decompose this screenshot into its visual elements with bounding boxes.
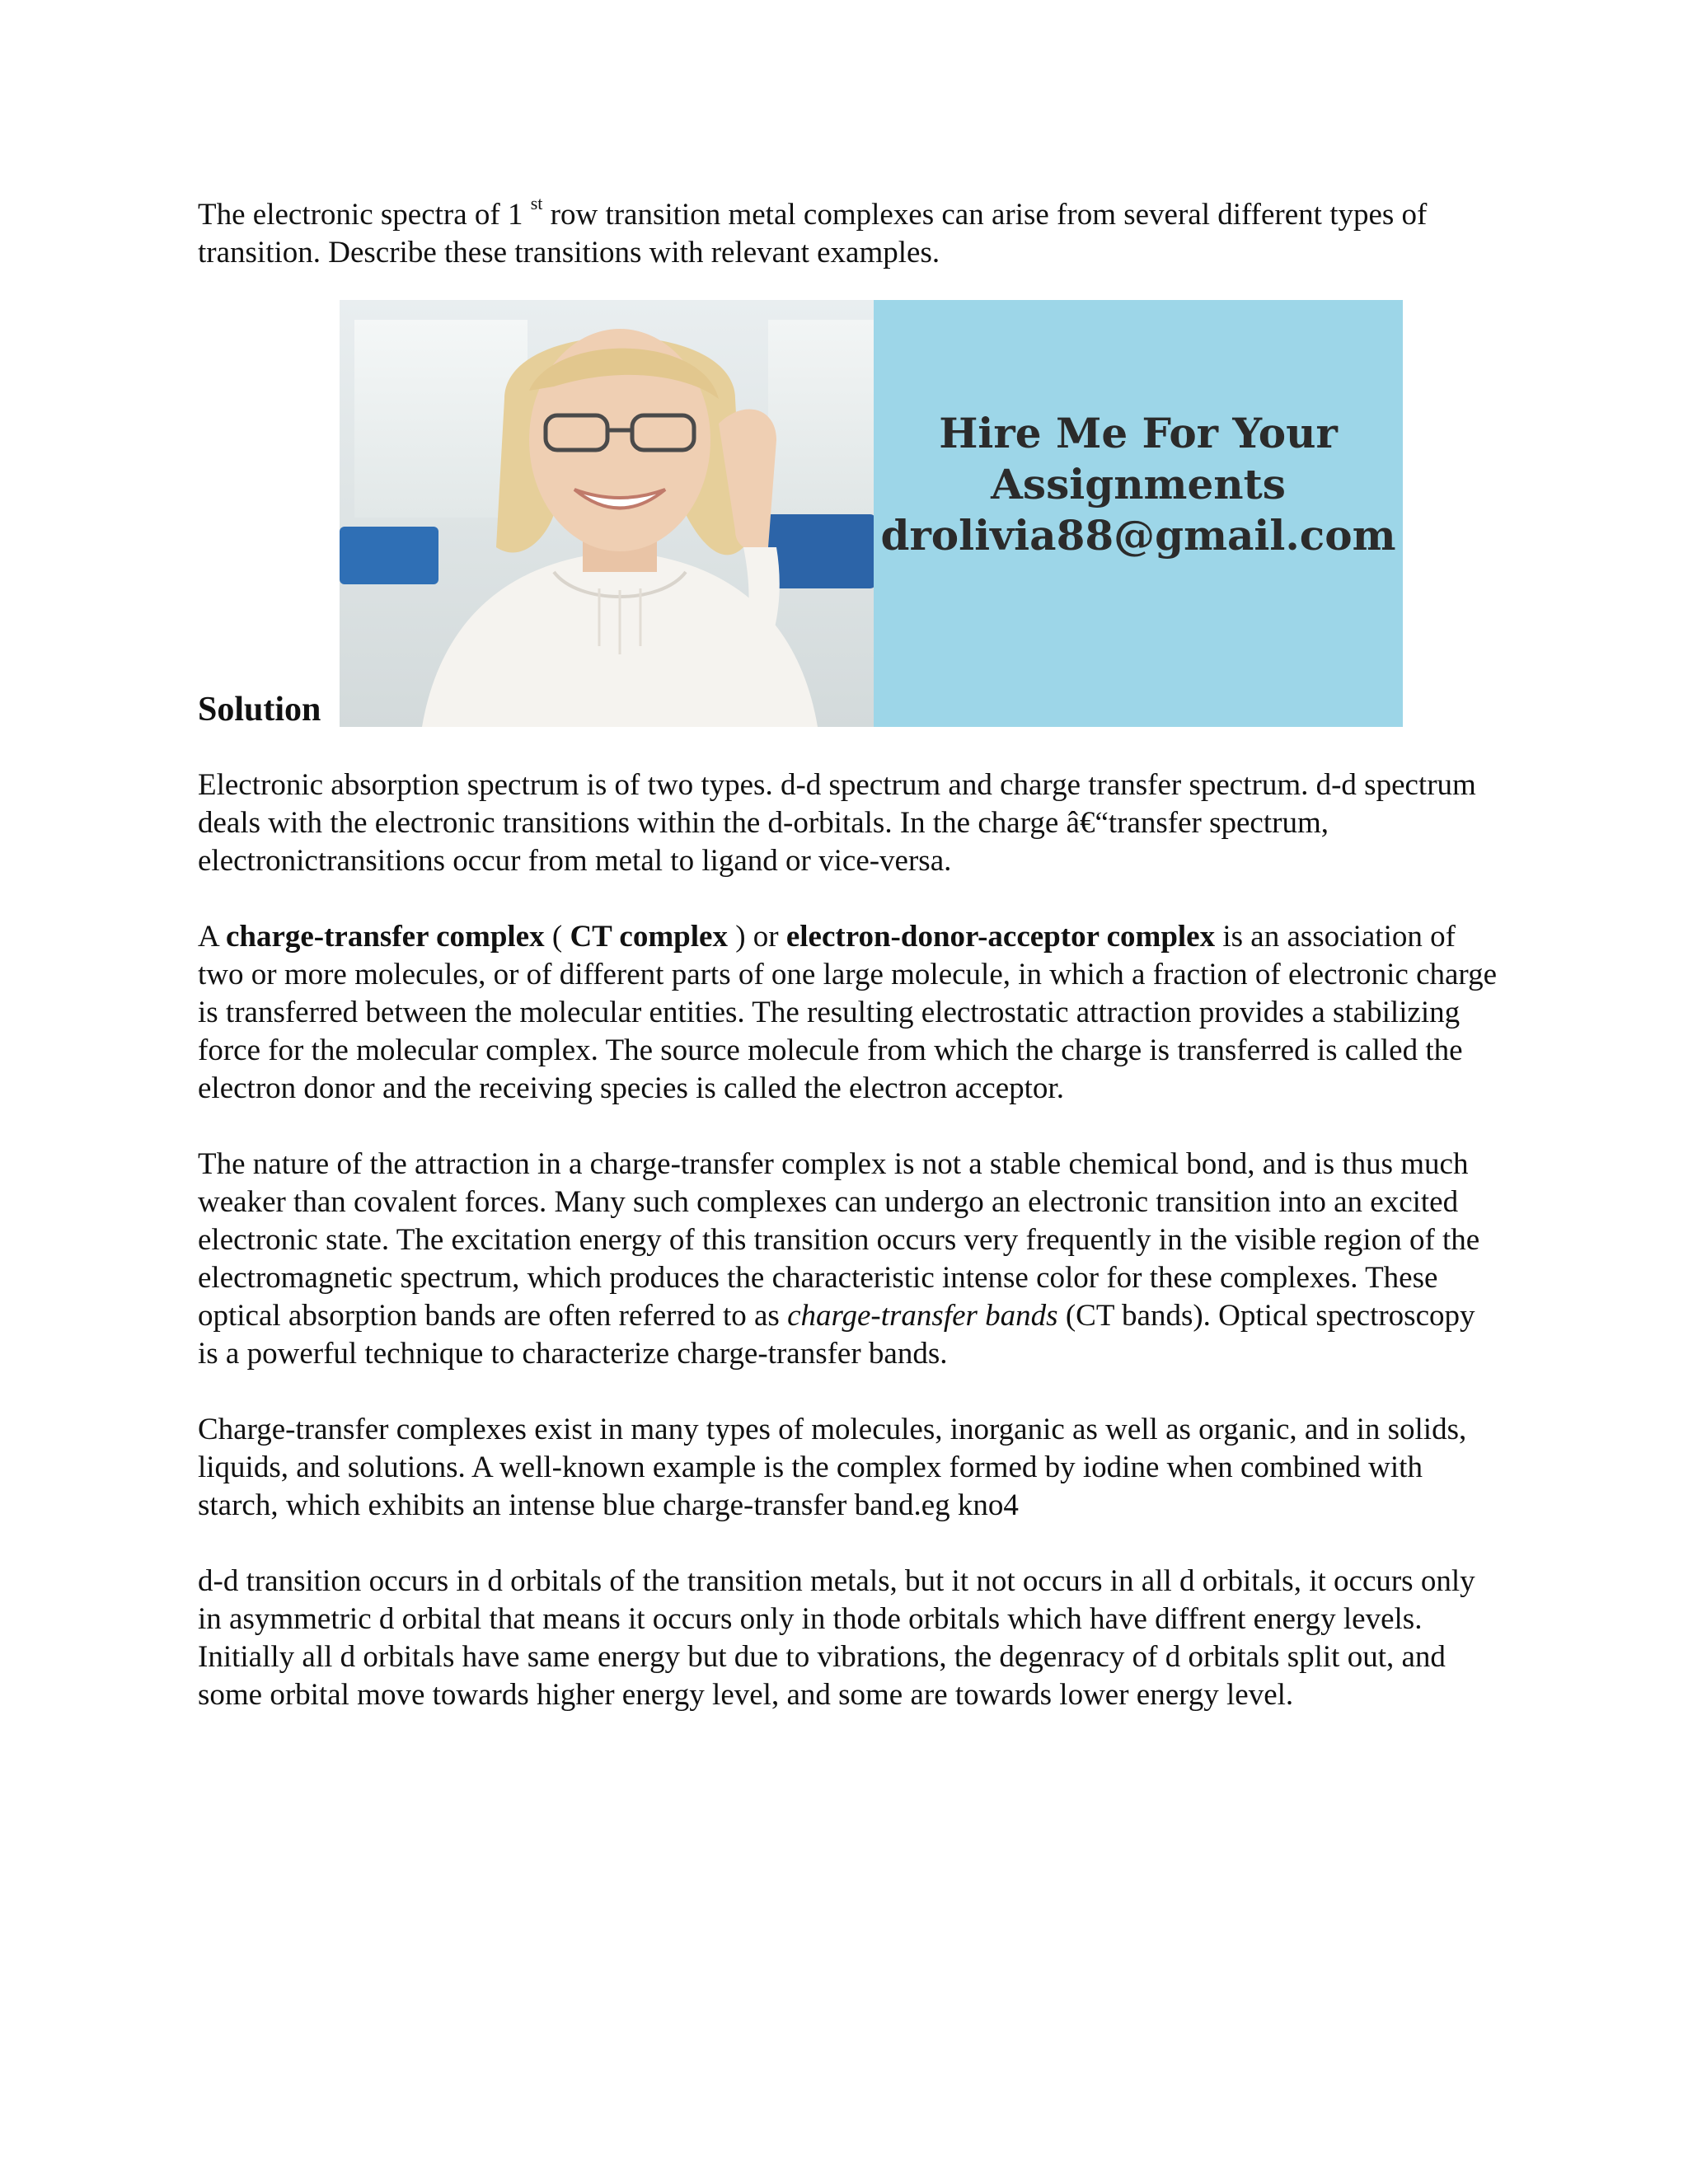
paragraph-3-text: (CT bands). Optical spectroscopy is a powerful technique to characterize charge-transfer bands. (198, 1299, 1475, 1371)
term-ct-complex: CT complex (570, 920, 728, 954)
paragraph-1: Electronic absorption spectrum is of two types. d-d spectrum and charge transfer spectrum. d-d spectrum deals with the electronic transitions within the d-orbitals. In the charge â€“transfer spectrum, electronictransitions occur from metal to ligand or vice-versa. (198, 768, 1476, 878)
question-part2: row transition metal complexes can arise from several different types of transition. Describe these transitions with relevant examples. (198, 198, 1428, 269)
question-part1: The electronic spectra of 1 (198, 198, 523, 232)
banner-ad-text (880, 408, 1395, 561)
paragraph-2-text: ) or (727, 920, 786, 954)
solution-heading: Solution (198, 691, 321, 729)
banner-ad-panel (874, 300, 1403, 727)
question-text (198, 193, 1500, 272)
term-electron-donor-acceptor-complex: electron-donor-acceptor complex (785, 920, 1216, 954)
paragraph-3-text: The nature of the attraction in a charge-transfer complex is not a stable chemical bond, and is thus much weaker than covalent forces. Many such complexes can undergo an electronic transition into an excited electronic state. The excitation energy of this transition occurs very frequently in the visible region of the electromagnetic spectrum, which produces the characteristic intense color for these complexes. These optical absorption bands are often referred to as (198, 1147, 1480, 1333)
banner-line-1: Hire Me For Your (939, 409, 1338, 457)
document-page (198, 193, 1500, 1714)
paragraph-3 (198, 1146, 1500, 1373)
banner-photo (340, 300, 874, 727)
paragraph-2-text: ( (544, 920, 570, 954)
paragraph-4: Charge-transfer complexes exist in many types of molecules, inorganic as well as organic, and in solids, liquids, and solutions. A well-known example is the complex formed by iodine when combined with starch, which exhibits an intense blue charge-transfer band.eg kno4 (198, 1413, 1467, 1522)
term-charge-transfer-complex: charge-transfer complex (225, 920, 545, 954)
banner-line-2: Assignments (991, 460, 1286, 509)
banner-email: drolivia88@gmail.com (880, 511, 1396, 560)
question-superscript: st (530, 193, 543, 213)
advertisement-banner (340, 300, 1403, 727)
solution-row (198, 300, 1500, 729)
paragraph-2 (198, 918, 1500, 1108)
woman-with-glasses-illustration (389, 300, 851, 727)
paragraph-5: d-d transition occurs in d orbitals of the transition metals, but it not occurs in all d orbitals, it occurs only in asymmetric d orbital that means it occurs only in thode orbitals which have diffrent energy levels. Initially all d orbitals have same energy but due to vibrations, the degenracy of d orbitals split out, and some orbital move towards higher energy level, and some are towards lower energy level. (198, 1564, 1475, 1712)
paragraph-2-text: is an association of two or more molecules, or of different parts of one large molecule, in which a fraction of electronic charge is transferred between the molecular entities. The resulting electrostatic attraction provides a stabilizing force for the molecular complex. The source molecule from which the charge is transferred is called the electron donor and the receiving species is called the electron acceptor. (198, 920, 1498, 1105)
paragraph-2-text: A (198, 920, 226, 954)
term-charge-transfer-bands: charge-transfer bands (787, 1299, 1058, 1333)
